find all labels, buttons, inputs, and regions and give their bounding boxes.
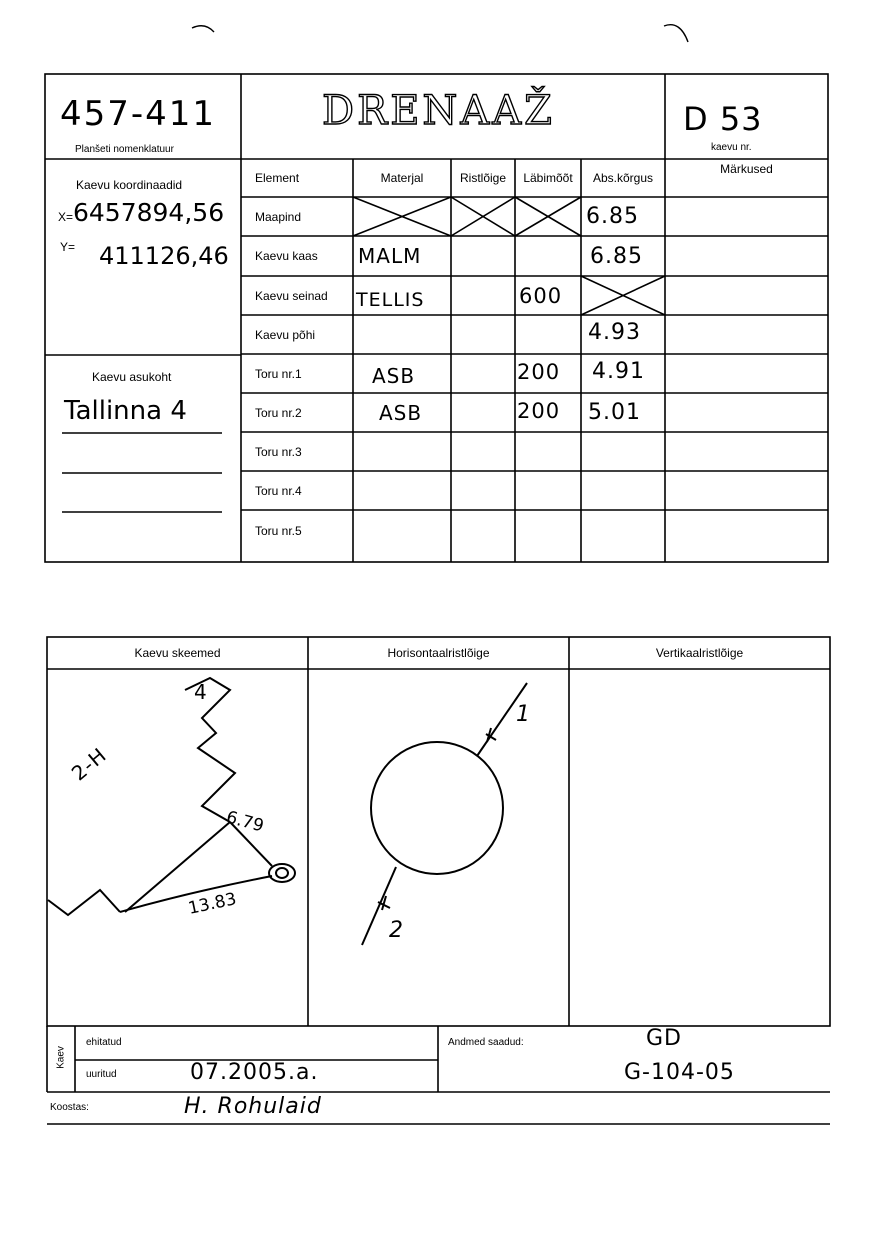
sketch-panel-label: Kaevu skeemed (134, 646, 221, 660)
surveyed-label: uuritud (86, 1069, 117, 1080)
table-row-material: TELLIS (356, 288, 425, 311)
table-row-material: ASB (379, 400, 423, 425)
horizontal-section-drawing (362, 683, 527, 945)
x-coordinate-value: 6457894,56 (73, 198, 225, 227)
col-header-cross-section: Ristlõige (459, 171, 507, 185)
surveyed-value: 07.2005.a. (190, 1060, 319, 1085)
nomenclature-label: Planšeti nomenklatuur (75, 144, 174, 155)
data-received-value-1: GD (646, 1026, 682, 1051)
well-number-value: D 53 (683, 100, 763, 138)
compiled-label: Koostas: (50, 1102, 89, 1113)
vertical-section-label: Vertikaalristlõige (655, 646, 744, 660)
compiled-value: H. Rohulaid (184, 1094, 322, 1119)
built-label: ehitatud (86, 1037, 122, 1048)
table-row-element: Kaevu kaas (255, 249, 318, 263)
table-row-element: Toru nr.5 (255, 524, 302, 538)
table-row-height: 5.01 (588, 400, 641, 425)
location-value: Tallinna 4 (64, 396, 187, 426)
well-number-label: kaevu nr. (711, 142, 752, 153)
table-row-height: 4.91 (592, 359, 645, 384)
table-row-element: Toru nr.2 (255, 405, 302, 420)
x-label: X= (58, 210, 74, 224)
table-row-height: 6.85 (586, 204, 639, 229)
table-row-element: Toru nr.4 (255, 483, 302, 498)
drawing-frame (47, 637, 830, 1026)
col-header-diameter: Läbimõõt (523, 171, 573, 185)
y-label: Y= (60, 240, 76, 254)
well-site-sketch (48, 678, 295, 915)
sketch-distance-1: 6.79 (224, 807, 266, 837)
col-header-element: Element (255, 171, 300, 185)
pipe-label-2: 2 (389, 918, 404, 943)
pipe-label-1: 1 (516, 702, 531, 727)
table-row-element: Kaevu seinad (255, 288, 328, 303)
nomenclature-value: 457-411 (60, 94, 217, 134)
table-row-material: ASB (372, 363, 416, 388)
footer-side-label: Kaev (55, 1046, 67, 1069)
table-row-element: Maapind (255, 209, 302, 224)
table-row-diameter: 200 (517, 359, 561, 384)
table-row-diameter: 600 (519, 283, 563, 308)
table-row-height: 4.93 (588, 320, 641, 345)
table-row-element: Toru nr.1 (255, 366, 302, 381)
coordinates-label: Kaevu koordinaadid (76, 178, 183, 192)
y-coordinate-value: 411126,46 (99, 242, 229, 270)
col-header-material: Materjal (380, 171, 424, 185)
data-received-value-2: G-104-05 (624, 1060, 735, 1085)
table-row-material: MALM (358, 244, 422, 268)
location-label: Kaevu asukoht (92, 370, 172, 384)
table-row-element: Kaevu põhi (255, 327, 316, 342)
sketch-house-number: 4 (194, 680, 208, 704)
horizontal-section-label: Horisontaalristlõige (387, 646, 490, 660)
table-row-height: 6.85 (590, 243, 643, 269)
table-row-element: Toru nr.3 (255, 444, 302, 459)
table-row-diameter: 200 (517, 398, 561, 423)
page-title: DRENAAŽ (322, 88, 555, 134)
sketch-building-label: 2-H (66, 742, 112, 786)
col-header-notes: Märkused (720, 162, 773, 176)
sketch-distance-2: 13.83 (186, 889, 239, 919)
data-received-label: Andmed saadud: (448, 1037, 524, 1048)
col-header-abs-height: Abs.kõrgus (592, 171, 654, 185)
